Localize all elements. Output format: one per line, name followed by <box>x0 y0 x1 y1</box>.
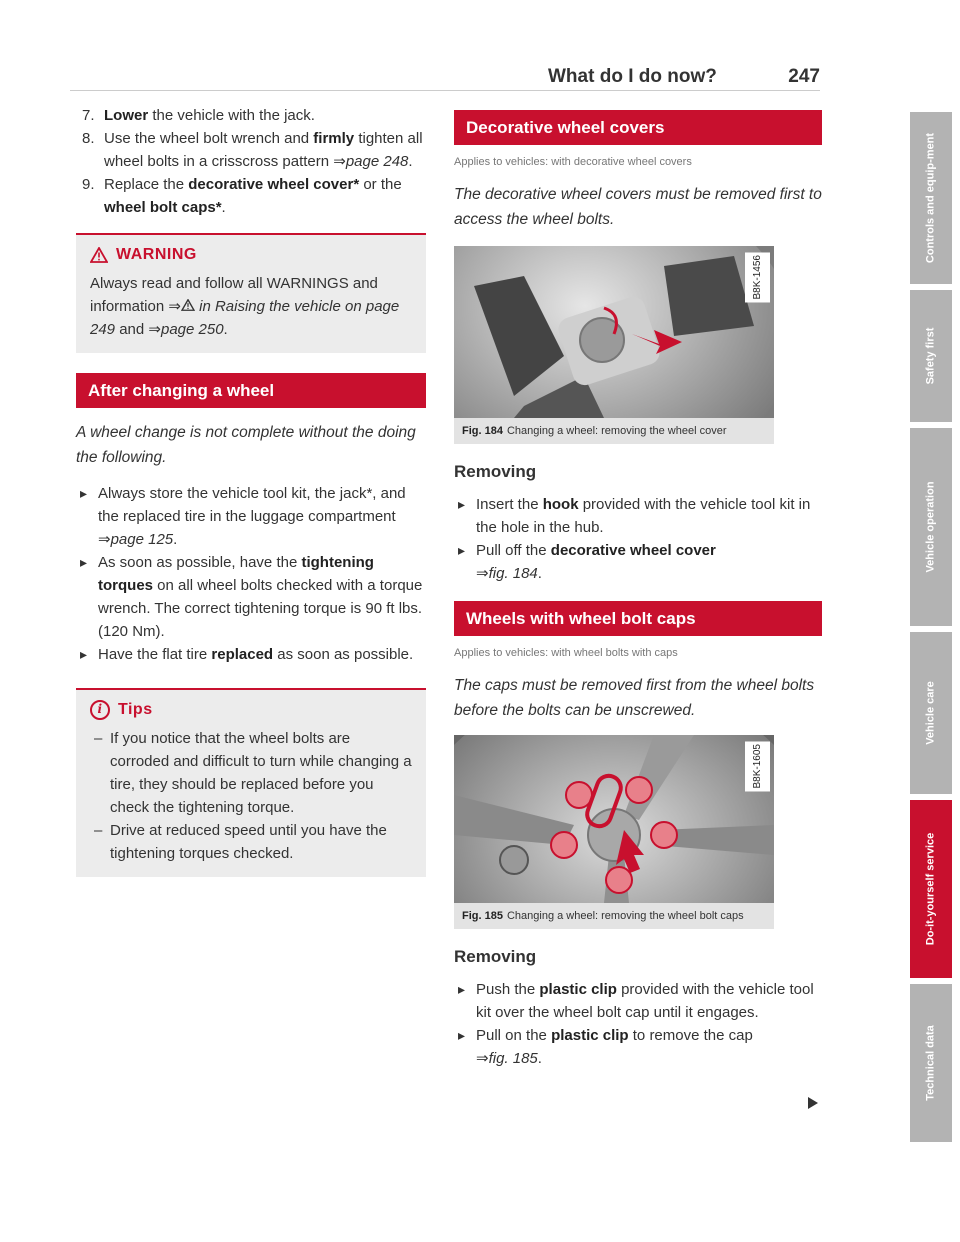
wheel-caps-image <box>454 735 774 903</box>
fig-ref-link[interactable]: ⇒fig. 185 <box>476 1050 538 1067</box>
wheel-caps-illustration <box>454 735 774 903</box>
section-title-caps: Wheels with wheel bolt caps <box>454 601 822 636</box>
tab-controls-and-equipment[interactable]: Controls and equip-ment <box>910 112 952 284</box>
tab-vehicle-care[interactable]: Vehicle care <box>910 632 952 794</box>
left-column <box>76 104 426 877</box>
removing-heading: Removing <box>454 462 537 481</box>
tab-do-it-yourself-service[interactable]: Do-it-yourself service <box>910 800 952 978</box>
page-header <box>548 62 820 92</box>
applies-covers: Applies to vehicles: with decorative wheel covers <box>454 156 692 168</box>
step-9: 9. Replace the decorative wheel cover* or the wheel bolt caps*. <box>82 176 402 216</box>
right-column <box>454 110 822 1070</box>
chapter-title: What do I do now? <box>548 66 717 87</box>
tab-technical-data[interactable]: Technical data <box>910 984 952 1142</box>
fig-ref-link[interactable]: ⇒fig. 184 <box>476 565 538 582</box>
tips-box <box>76 688 426 877</box>
removing-heading: Removing <box>454 947 537 966</box>
tips-heading <box>90 698 412 721</box>
bullet-pull-clip: ▸ Pull on the plastic clip to remove the cap ⇒fig. 185. <box>454 1024 822 1070</box>
tab-vehicle-operation[interactable]: Vehicle operation <box>910 428 952 626</box>
step-8: 8. Use the wheel bolt wrench and firmly tighten all wheel bolts in a crisscross pattern ⇒page 248. <box>82 130 423 170</box>
warning-triangle-icon <box>181 299 195 311</box>
bullet-store: ▸ Always store the vehicle tool kit, the jack*, and the replaced tire in the luggage compartment ⇒page 125. <box>76 482 426 551</box>
bullet-insert-hook: ▸ Insert the hook provided with the vehicle tool kit in the hole in the hub. <box>454 493 822 539</box>
figure-185 <box>454 735 774 929</box>
covers-lead: The decorative wheel covers must be removed first to access the wheel bolts. <box>454 186 822 228</box>
bullet-push-clip: ▸ Push the plastic clip provided with the vehicle tool kit over the wheel bolt cap until it engages. <box>454 978 822 1024</box>
warning-label: WARNING <box>116 246 197 263</box>
caps-bullets <box>454 978 822 1070</box>
tab-safety-first[interactable]: Safety first <box>910 290 952 422</box>
after-bullets <box>76 482 426 666</box>
page-number: 247 <box>788 66 820 87</box>
figure-caption: Fig. 184 Changing a wheel: removing the wheel cover <box>454 418 774 444</box>
tip-item: – If you notice that the wheel bolts are corroded and difficult to turn while changing a tire, they should be replaced before you check the tightening torque. <box>90 727 412 819</box>
caps-lead: The caps must be removed first from the wheel bolts before the bolts can be unscrewed. <box>454 677 815 719</box>
warning-heading <box>90 243 412 266</box>
warning-box <box>76 233 426 353</box>
after-lead: A wheel change is not complete without the doing the following. <box>76 424 416 466</box>
tips-label: Tips <box>118 701 153 718</box>
covers-bullets <box>454 493 822 585</box>
warning-ref-link-2[interactable]: ⇒page 250 <box>148 321 224 338</box>
figure-184 <box>454 246 774 444</box>
page-ref-link[interactable]: ⇒page 125 <box>98 531 174 548</box>
warning-triangle-icon <box>90 247 108 263</box>
applies-caps: Applies to vehicles: with wheel bolts with caps <box>454 647 678 659</box>
figure-caption: Fig. 185 Changing a wheel: removing the wheel bolt caps <box>454 903 774 929</box>
header-rule <box>70 90 820 91</box>
wheel-cover-illustration <box>454 246 774 418</box>
bullet-torques: ▸ As soon as possible, have the tightening torques on all wheel bolts checked with a torque wrench. The correct tightening torque is 90 ft lbs. (120 Nm). <box>76 551 426 643</box>
bullet-replace: ▸ Have the flat tire replaced as soon as possible. <box>76 643 426 666</box>
bullet-pull-cover: ▸ Pull off the decorative wheel cover ⇒fig. 184. <box>454 539 822 585</box>
warning-ref-link[interactable]: in Raising the vehicle on page 249 <box>90 298 400 338</box>
wheel-cover-image <box>454 246 774 418</box>
continue-arrow-icon <box>808 1097 818 1109</box>
section-title-covers: Decorative wheel covers <box>454 110 822 145</box>
figure-code: B8K-1605 <box>745 741 770 791</box>
figure-code: B8K-1456 <box>745 252 770 302</box>
warning-text: Always read and follow all WARNINGS and information ⇒ in Raising the vehicle on page 249 and ⇒page 250. <box>90 275 400 338</box>
steps-list <box>76 104 426 219</box>
tip-item: – Drive at reduced speed until you have the tightening torques checked. <box>90 819 412 865</box>
info-icon: i <box>90 700 110 720</box>
page-ref-link[interactable]: ⇒page 248 <box>333 153 409 170</box>
section-title-after-changing: After changing a wheel <box>76 373 426 408</box>
step-7: 7. Lower the vehicle with the jack. <box>82 107 315 124</box>
